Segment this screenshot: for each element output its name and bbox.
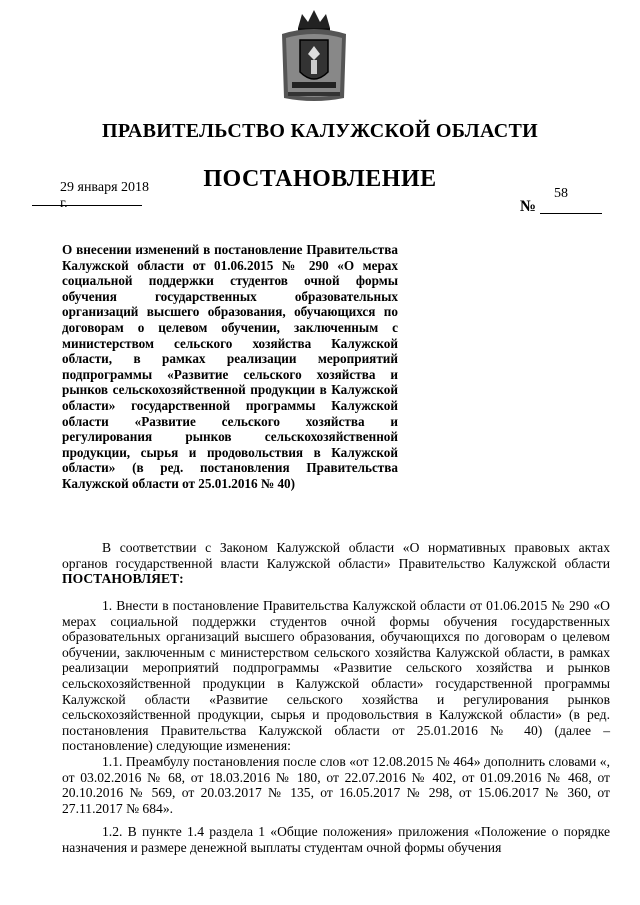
number-sign: № [520, 198, 537, 215]
resolves-keyword: ПОСТАНОВЛЯЕТ: [62, 571, 184, 587]
document-number: 58 [554, 186, 568, 201]
number-underline [540, 213, 602, 214]
organization-title: ПРАВИТЕЛЬСТВО КАЛУЖСКОЙ ОБЛАСТИ [102, 120, 538, 142]
document-date: 29 января 2018 г. [60, 180, 150, 211]
preamble-paragraph [62, 540, 610, 587]
item-1-paragraph: 1. Внести в постановление Правительства Калужской области от 01.06.2015 № 290 «О мерах социальной поддержки студентов очной формы обучения государственных образовательных организаций высшего образования, обучающихся по договорам о целевом обучении, заключенным с министерством сельского хозяйства Калужской области, в рамках реализации мероприятий подпрограммы «Развитие сельского хозяйства и рынков сельскохозяйственной продукции в Калужской области» государственной программы Калужской области «Развитие сельского хозяйства и регулирования рынков сельскохозяйственной продукции, сырья и продовольствия в Калужской области» (в ред. постановления Правительства Калужской области от 25.01.2016 № 40) (далее – постановление) следующие изменения: [62, 598, 610, 754]
document-type-title: ПОСТАНОВЛЕНИЕ [203, 166, 437, 192]
document-subject: О внесении изменений в постановление Правительства Калужской области от 01.06.2015 № 290 «О мерах социальной поддержки студентов очной формы обучения государственных образовательных организаций высшего образования, обучающихся по договорам о целевом обучении, заключенным с министерством сельского хозяйства Калужской области, в рамках реализации мероприятий подпрограммы «Развитие сельского хозяйства и рынков сельскохозяйственной продукции в Калужской области» государственной программы Калужской области «Развитие сельского хозяйства и регулирования рынков сельскохозяйственной продукции, сырья и продовольствия в Калужской области» (в ред. постановления Правительства Калужской области от 25.01.2016 № 40) [62, 242, 398, 491]
coat-of-arms-emblem [278, 6, 350, 106]
item-1-1-paragraph: 1.1. Преамбулу постановления после слов «от 12.08.2015 № 464» дополнить словами «, от 03.02.2016 № 68, от 18.03.2016 № 180, от 22.07.2016 № 402, от 01.09.2016 № 468, от 20.10.2016 № 569, от 20.03.2017 № 135, от 16.05.2017 № 298, от 15.06.2017 № 360, от 27.11.2017 № 684». [62, 754, 610, 816]
item-1-2-paragraph: 1.2. В пункте 1.4 раздела 1 «Общие положения» приложения «Положение о порядке назначения и размере денежной выплаты студентам очной формы обучения [62, 824, 610, 855]
preamble-text: В соответствии с Законом Калужской области «О нормативных правовых актах органов государственной власти Калужской области» Правительство Калужской области [62, 540, 610, 571]
date-underline [32, 205, 142, 206]
